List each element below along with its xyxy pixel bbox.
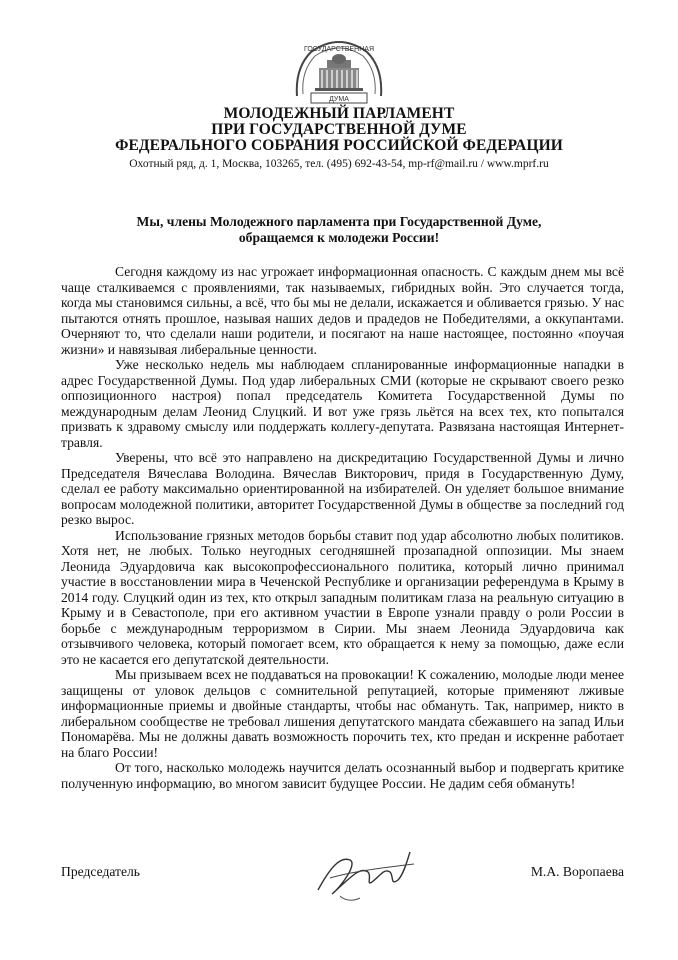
appeal-title-line-1: Мы, члены Молодежного парламента при Государственной Думе,	[136, 214, 542, 229]
paragraph-3: Уверены, что всё это направлено на дискредитацию Государственной Думы и лично Председателя Вячеслава Володина. Вячеслав Викторович, придя в Государственную Думу, сделал ее работу максимально ориентированной на избирателей. Он уделяет большое внимание вопросам молодежной политики, авторитет Государственной Думы в обществе за последний год резко вырос.	[61, 450, 624, 527]
appeal-title	[60, 214, 618, 246]
org-name-line-1: МОЛОДЕЖНЫЙ ПАРЛАМЕНТ	[223, 105, 455, 122]
paragraph-4: Использование грязных методов борьбы ставит под удар абсолютно любых политиков. Хотя нет, не любых. Только неугодных сегодняшней прозападной оппозиции. Мы знаем Леонида Эдуардовича как высокопрофессионального политика, который лично принимал участие в восстановлении мира в Чеченской Республике и организации референдума в Крыму в 2014 году. Слуцкий один из тех, кто открыл западным политикам глаза на реальную ситуацию в Крыму и в Севастополе, при его активном участии в Европе узнали правду о роли России в борьбе с международным терроризмом в Сирии. Мы знаем Леонида Эдуардовича как отзывчивого человека, который помогает всем, кто обращается к нему за помощью, даже если это не касается его депутатской деятельности.	[61, 527, 624, 667]
svg-text:ДУМА: ДУМА	[329, 96, 349, 103]
signer-role: Председатель	[61, 864, 140, 879]
paragraph-5: Мы призываем всех не поддаваться на провокации! К сожалению, молодые люди менее защищены от уловок дельцов с сомнительной репутацией, которые применяют лживые информационные приемы и двойные стандарты, чтобы нас обмануть. Так, например, никто в либеральном сообществе не требовал лишения депутатского мандата сбежавшего на запад Ильи Пономарёва. Мы не должны давать возможность порочить тех, кто предан и искренне работает на благо России!	[61, 667, 624, 760]
paragraph-1: Сегодня каждому из нас угрожает информационная опасность. С каждым днем мы всё чаще сталкиваемся с проявлениями, так называемых, гибридных войн. Это случается тогда, когда мы становимся сильны, а всё, что бы мы не делали, искажается и обливается грязью. У нас пытаются отнять прошлое, называя наших дедов и прадедов не Победителями, а оккупантами. Очерняют то, что сделали наши родители, и посягают на наше настоящее, постоянно «поучая жизни» и навязывая либеральные ценности.	[61, 264, 624, 357]
paragraph-6: От того, насколько молодежь научится делать осознанный выбор и подвергать критике полученную информацию, во многом зависит будущее России. Не дадим себя обмануть!	[61, 760, 624, 791]
appeal-title-line-2: обращаемся к молодежи России!	[238, 230, 440, 245]
svg-text:ГОСУДАРСТВЕННАЯ: ГОСУДАРСТВЕННАЯ	[303, 46, 375, 53]
org-address: Охотный ряд, д. 1, Москва, 103265, тел. (495) 692-43-54, mp-rf@mail.ru / www.mprf.ru	[129, 158, 549, 170]
state-duma-logo	[291, 38, 387, 106]
organization-header	[0, 106, 678, 172]
org-name-line-2: ПРИ ГОСУДАРСТВЕННОЙ ДУМЕ	[211, 121, 467, 138]
letter-body	[61, 264, 624, 791]
handwritten-signature	[310, 838, 420, 908]
org-name-line-3: ФЕДЕРАЛЬНОГО СОБРАНИЯ РОССИЙСКОЙ ФЕДЕРАЦИИ	[115, 137, 563, 154]
signer-name: М.А. Воропаева	[530, 864, 624, 879]
paragraph-2: Уже несколько недель мы наблюдаем спланированные информационные нападки в адрес Государственной Думы. Под удар либеральных СМИ (которые не скрывают своего резко оппозиционного настроя) попал председатель Комитета Государственной Думы по международным делам Леонид Слуцкий. И вот уже грязь льётся на всех тех, кто попытался призвать к здравому смыслу или поддержать коллегу-депутата. Развязана настоящая Интернет-травля.	[61, 357, 624, 450]
